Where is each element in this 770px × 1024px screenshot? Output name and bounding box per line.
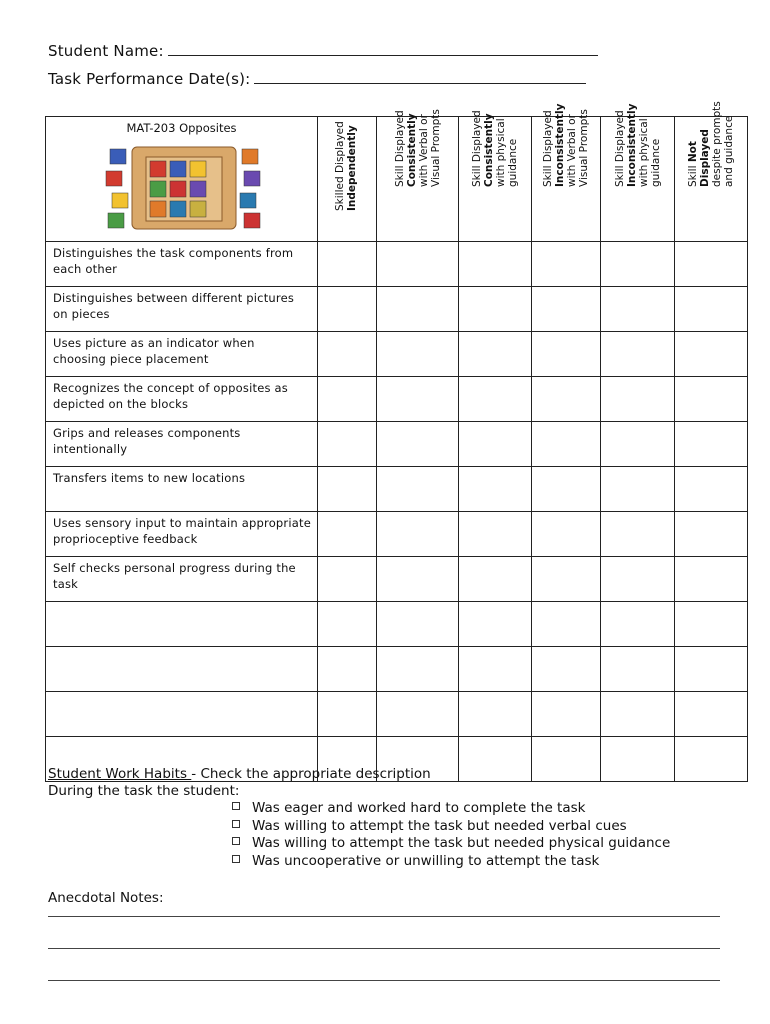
rating-cell[interactable]	[459, 602, 532, 647]
column-header-text: Skill Displayed Consistently with physical guidance	[471, 110, 519, 187]
column-header-inconsistently-physical	[601, 103, 675, 242]
notes-line[interactable]	[48, 980, 720, 981]
opposites-board-illustration	[102, 141, 262, 233]
rating-cell[interactable]	[601, 467, 675, 512]
rating-cell[interactable]	[459, 242, 532, 287]
column-header-not-displayed	[675, 101, 748, 242]
skill-rows	[46, 242, 748, 782]
rating-cell[interactable]	[377, 467, 459, 512]
rating-cell[interactable]	[532, 737, 601, 782]
checkbox[interactable]	[232, 820, 240, 828]
column-header-inconsistently-verbal	[532, 103, 601, 242]
rating-cell[interactable]	[532, 647, 601, 692]
table-row	[46, 602, 748, 647]
column-header-text: Skill Displayed Consistently with Verbal or Visual Prompts	[393, 109, 442, 187]
rating-cell[interactable]	[601, 602, 675, 647]
rating-cell[interactable]	[675, 332, 748, 377]
rating-cell[interactable]	[532, 377, 601, 422]
student-name-field[interactable]	[48, 42, 598, 60]
habit-option[interactable]: Was uncooperative or unwilling to attempt the task	[232, 853, 670, 871]
rating-cell[interactable]	[377, 377, 459, 422]
rating-cell[interactable]	[318, 647, 377, 692]
rating-cell[interactable]	[459, 332, 532, 377]
rating-cell[interactable]	[675, 647, 748, 692]
task-dates-field[interactable]	[48, 70, 586, 88]
rating-cell[interactable]	[601, 737, 675, 782]
work-habits-options	[232, 800, 670, 870]
rating-cell[interactable]	[601, 512, 675, 557]
rating-cell[interactable]	[532, 512, 601, 557]
student-name-label: Student Name:	[48, 42, 164, 60]
rating-cell[interactable]	[601, 557, 675, 602]
rating-cell[interactable]	[675, 737, 748, 782]
table-row	[46, 332, 748, 377]
rating-cell[interactable]	[459, 647, 532, 692]
checkbox[interactable]	[232, 855, 240, 863]
skill-label: Uses sensory input to maintain appropriate proprioceptive feedback	[46, 512, 318, 557]
rating-cell[interactable]	[377, 287, 459, 332]
task-title-cell	[46, 117, 318, 242]
table-row	[46, 647, 748, 692]
table-row	[46, 512, 748, 557]
table-row	[46, 287, 748, 332]
skill-label	[46, 647, 318, 692]
rating-cell[interactable]	[675, 242, 748, 287]
habit-option[interactable]: Was willing to attempt the task but needed physical guidance	[232, 835, 670, 853]
rating-cell[interactable]	[601, 422, 675, 467]
rating-cell[interactable]	[601, 647, 675, 692]
work-habits-intro: During the task the student:	[48, 783, 240, 799]
rating-cell[interactable]	[675, 602, 748, 647]
student-name-line[interactable]	[168, 43, 598, 56]
table-row	[46, 242, 748, 287]
rating-cell[interactable]	[601, 242, 675, 287]
rating-cell[interactable]	[532, 287, 601, 332]
habit-option[interactable]: Was eager and worked hard to complete the task	[232, 800, 670, 818]
rating-cell[interactable]	[377, 332, 459, 377]
rating-cell[interactable]	[318, 602, 377, 647]
rating-cell[interactable]	[601, 377, 675, 422]
rating-cell[interactable]	[675, 467, 748, 512]
rating-cell[interactable]	[377, 557, 459, 602]
rating-cell[interactable]	[459, 287, 532, 332]
rating-cell[interactable]	[318, 467, 377, 512]
rating-cell[interactable]	[377, 647, 459, 692]
checkbox[interactable]	[232, 837, 240, 845]
skill-label: Uses picture as an indicator when choosing piece placement	[46, 332, 318, 377]
rating-cell[interactable]	[318, 377, 377, 422]
rating-cell[interactable]	[377, 602, 459, 647]
habit-option[interactable]: Was willing to attempt the task but needed verbal cues	[232, 818, 670, 836]
column-header-consistently-verbal	[377, 109, 459, 242]
rating-cell[interactable]	[459, 512, 532, 557]
task-dates-line[interactable]	[254, 71, 586, 84]
rating-cell[interactable]	[675, 692, 748, 737]
rating-cell[interactable]	[459, 557, 532, 602]
rating-cell[interactable]	[675, 422, 748, 467]
rating-cell[interactable]	[377, 242, 459, 287]
rating-cell[interactable]	[601, 692, 675, 737]
header-row	[46, 117, 748, 242]
table-row	[46, 467, 748, 512]
work-habits-section	[48, 766, 431, 800]
rating-cell[interactable]	[532, 422, 601, 467]
rating-cell[interactable]	[377, 512, 459, 557]
rating-cell[interactable]	[318, 332, 377, 377]
rating-cell[interactable]	[318, 692, 377, 737]
rating-cell[interactable]	[532, 467, 601, 512]
rating-cell[interactable]	[675, 512, 748, 557]
rating-cell[interactable]	[459, 377, 532, 422]
skill-label: Distinguishes the task components from each other	[46, 242, 318, 287]
rating-cell[interactable]	[532, 602, 601, 647]
rating-cell[interactable]	[318, 422, 377, 467]
table-row	[46, 422, 748, 467]
rating-cell[interactable]	[532, 692, 601, 737]
anecdotal-notes-label: Anecdotal Notes:	[48, 890, 164, 906]
rating-cell[interactable]	[377, 692, 459, 737]
column-header-independently	[318, 117, 377, 242]
rating-cell[interactable]	[601, 332, 675, 377]
table-row	[46, 377, 748, 422]
task-dates-label: Task Performance Date(s):	[48, 70, 251, 88]
rating-cell[interactable]	[318, 242, 377, 287]
work-habits-instruction: - Check the appropriate description	[191, 766, 431, 782]
rating-cell[interactable]	[675, 377, 748, 422]
rating-cell[interactable]	[675, 557, 748, 602]
rating-cell[interactable]	[459, 467, 532, 512]
rating-cell[interactable]	[459, 737, 532, 782]
column-header-text: Skilled Displayed Independently	[334, 121, 358, 211]
notes-line[interactable]	[48, 916, 720, 917]
skill-label: Recognizes the concept of opposites as depicted on the blocks	[46, 377, 318, 422]
rating-cell[interactable]	[318, 512, 377, 557]
column-header-text: Skill Displayed Inconsistently with physical guidance	[613, 103, 662, 187]
table-row	[46, 557, 748, 602]
rating-cell[interactable]	[318, 287, 377, 332]
assessment-table	[45, 101, 748, 782]
skill-label: Self checks personal progress during the task	[46, 557, 318, 602]
task-title: MAT-203 Opposites	[126, 121, 237, 135]
table-row	[46, 692, 748, 737]
skill-label: Transfers items to new locations	[46, 467, 318, 512]
skill-label	[46, 602, 318, 647]
column-header-consistently-physical	[459, 110, 532, 242]
skill-label: Grips and releases components intentionally	[46, 422, 318, 467]
rating-cell[interactable]	[459, 422, 532, 467]
rating-cell[interactable]	[377, 422, 459, 467]
rating-cell[interactable]	[675, 287, 748, 332]
rating-cell[interactable]	[532, 332, 601, 377]
rating-cell[interactable]	[601, 287, 675, 332]
skill-label: Distinguishes between different pictures on pieces	[46, 287, 318, 332]
skill-label	[46, 692, 318, 737]
checkbox[interactable]	[232, 802, 240, 810]
column-header-text: Skill Displayed Inconsistently with Verbal or Visual Prompts	[542, 103, 590, 187]
work-habits-heading: Student Work Habits	[48, 766, 192, 782]
rating-cell[interactable]	[532, 557, 601, 602]
column-header-text: Skill Not Displayed despite prompts and guidance	[687, 101, 735, 187]
product-image	[102, 141, 262, 233]
notes-line[interactable]	[48, 948, 720, 949]
rating-cell[interactable]	[318, 557, 377, 602]
rating-cell[interactable]	[532, 242, 601, 287]
rating-cell[interactable]	[459, 692, 532, 737]
